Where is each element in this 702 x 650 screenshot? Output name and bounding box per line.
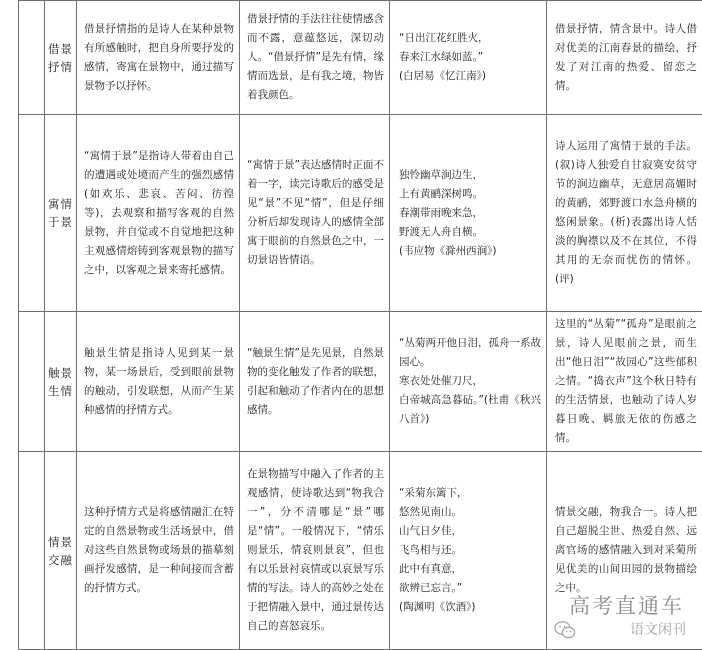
- poetry-technique-table: [18, 0, 702, 650]
- blank-cell: [19, 312, 45, 452]
- wechat-logo-icon: [554, 620, 576, 640]
- example-text: [390, 163, 546, 264]
- example-line: 上有黄鹂深树鸣。: [399, 187, 483, 200]
- blank-cell: [19, 115, 45, 312]
- technique-name-bottom: 生情: [48, 383, 73, 398]
- analysis-cell: [547, 312, 702, 452]
- definition-cell: [77, 452, 240, 650]
- example-cell: [390, 452, 547, 650]
- definition-cell: [77, 312, 240, 452]
- definition-cell: [77, 1, 240, 115]
- example-line: “日出江花红胜火，: [399, 32, 489, 44]
- technique-name-cell: [45, 452, 77, 650]
- definition-text: 这种抒情方式是将感情融汇在特定的自然景物或生活场景中，借对这些自然景物或场景的描摹刻画抒发感情，是一种间接而含蓄的抒情方式。: [84, 506, 234, 594]
- blank-cell: [19, 452, 45, 650]
- feature-cell: [240, 115, 390, 312]
- definition-text: 借景抒情指的是诗人在某种景物有所感触时，把自身所要抒发的感情，寄寓在景物中，通过描写景物予以抒怀。: [84, 22, 234, 92]
- feature-cell: [240, 1, 390, 115]
- analysis-text: 这里的“丛菊”“孤舟”是眼前之景，诗人见眼前之景，而生出“他日泪”“故园心”这些郁积之情。“捣衣声”这个秋日特有的生活情景，也触动了诗人岁暮日晚、羁旅无依的伤感之情。: [555, 318, 697, 444]
- example-line: 独怜幽草涧边生，: [399, 168, 483, 181]
- watermark-subtitle: 语文闲刊: [630, 622, 686, 638]
- analysis-text: 情景交融，物我合一。诗人把自己超脱尘世、热爱自然、远离官场的感情融入到对采菊所见优美的山间田园的景物描绘之中。: [555, 506, 697, 594]
- technique-name-top: 借景: [48, 41, 73, 56]
- example-cell: [390, 1, 547, 115]
- watermark: [534, 594, 694, 644]
- technique-name-top: 寓情: [48, 197, 73, 211]
- feature-text: 借景抒情的手法往往使情感含而不露，意蕴悠远，深切动人。“借景抒情”是先有情，缘情而选景，是有我之境，物皆着我颜色。: [247, 13, 384, 101]
- example-text: [390, 481, 546, 620]
- technique-name-cell: [45, 115, 77, 312]
- definition-text: “寓情于景”是指诗人带着由自己的遭遇或处境而产生的强烈感情(如欢乐、悲哀、苦闷、彷徨等)，去观察和描写客观的自然景物，并自觉或不自觉地把这种主观感情熔铸到客观景物的描写之中，以客观之景来寄托感情。: [84, 149, 234, 276]
- example-source: (韦应物《滁州西涧》): [399, 244, 497, 257]
- feature-text: 在景物描写中融入了作者的主观感情，使诗歌达到“物我合一”，分不清哪是“景”哪是“情”。一般情况下，“情乐则景乐，情哀则景哀”，但也有以乐景衬哀情或以哀景写乐情的写法。诗人的高妙之处在于把情融入景中，通过景传达自己的喜怒哀乐。: [247, 468, 384, 632]
- technique-name-cell: [45, 1, 77, 115]
- watermark-title: 高考直通车: [569, 594, 684, 618]
- example-line: “丛菊两开他日泪，孤舟一系故园心。: [399, 337, 541, 368]
- example-text: [390, 331, 546, 432]
- example-line: 欲辨已忘言。”: [399, 582, 463, 594]
- definition-text: 触景生情是指诗人见到某一景物，某一场景后，受到眼前景物的触动，引发联想，从而产生某种感情的抒情方式。: [84, 346, 234, 416]
- example-source: (白居易《忆江南》): [399, 70, 486, 82]
- blank-cell: [19, 1, 45, 115]
- example-cell: [390, 312, 547, 452]
- technique-name-bottom: 交融: [48, 552, 73, 567]
- example-cell: [390, 115, 547, 312]
- analysis-text: 借景抒情，情含景中。诗人借对优美的江南春景的描绘，抒发了对江南的热爱、留恋之情。: [555, 22, 697, 92]
- definition-cell: [77, 115, 240, 312]
- example-line: 野渡无人舟自横。: [399, 225, 483, 238]
- feature-text: “触景生情”是先见景，自然景物的变化触发了作者的联想，引起和触动了作者内在的思想感情。: [247, 346, 384, 416]
- example-line: 悠然见南山。: [399, 506, 462, 518]
- example-line: 飞鸟相与还。: [399, 544, 462, 556]
- technique-name-bottom: 于景: [48, 215, 73, 229]
- example-line: 白帝城高急暮砧。”(杜甫《秋兴八首》): [399, 394, 541, 425]
- example-line: “采菊东篱下，: [399, 487, 468, 499]
- technique-name-top: 触景: [48, 365, 73, 380]
- example-line: 山气日夕佳，: [399, 525, 462, 537]
- example-source: (陶渊明《饮酒》): [399, 601, 476, 613]
- example-line: 寒衣处处催刀尺，: [399, 375, 483, 387]
- technique-name-top: 情景: [48, 534, 73, 549]
- technique-name-cell: [45, 312, 77, 452]
- analysis-cell: [547, 115, 702, 312]
- example-text: [390, 26, 546, 89]
- table-row: [19, 115, 702, 312]
- technique-name-bottom: 抒情: [48, 59, 73, 74]
- feature-text: “寓情于景”表达感情时正面不着一字，读完诗歌后的感受是见“景”不见“情”，但是仔细分析后却发现诗人的感情全部寓于眼前的自然景色之中，一切景语皆情语。: [247, 159, 384, 266]
- example-line: 此中有真意，: [399, 563, 462, 575]
- feature-cell: [240, 312, 390, 452]
- example-line: 春来江水绿如蓝。”: [399, 51, 484, 63]
- analysis-text: 诗人运用了寓情于景的手法。(叙)诗人独爱自甘寂寞安贫守节的涧边幽草，无意居高媚时的黄鹂，郊野渡口水急舟横的悠闲景象。(析)表露出诗人恬淡的胸襟以及不在其位，不得其用的无奈而忧伤的情怀。(评): [555, 140, 697, 285]
- analysis-cell: [547, 1, 702, 115]
- table-row: [19, 312, 702, 452]
- example-line: 春潮带雨晚来急，: [399, 206, 483, 219]
- feature-cell: [240, 452, 390, 650]
- table-row: [19, 1, 702, 115]
